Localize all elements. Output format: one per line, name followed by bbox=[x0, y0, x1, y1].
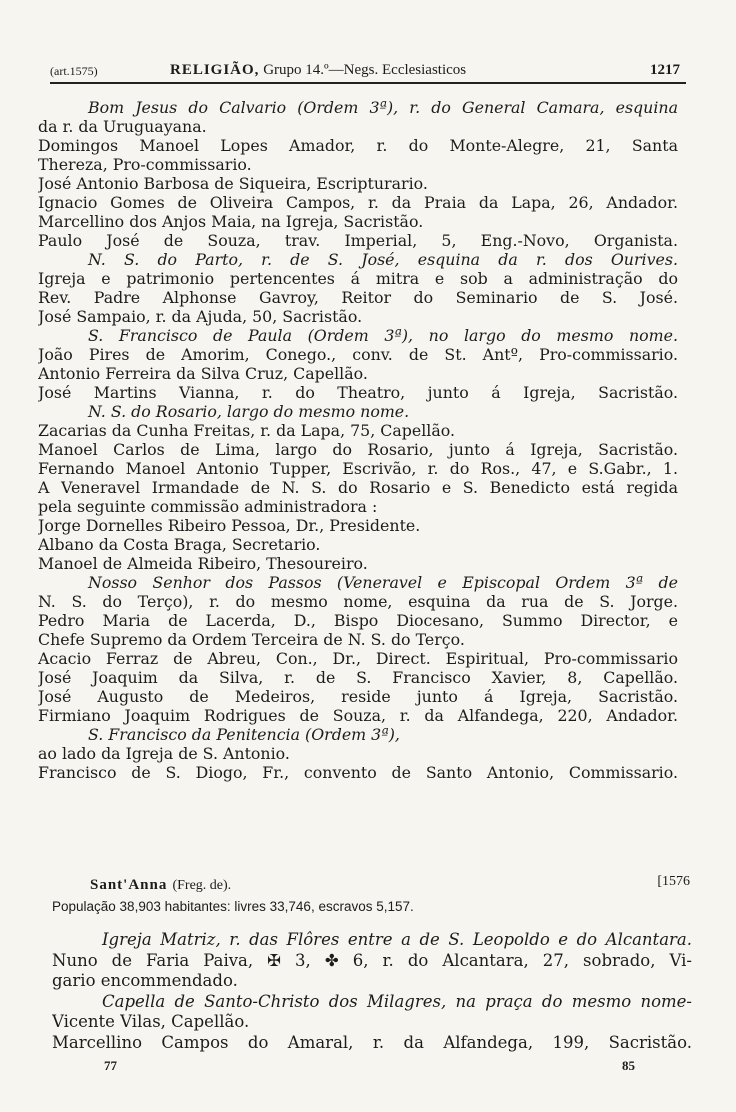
text-line: José Joaquim da Silva, r. de S. Francisco Xavier, 8, Capellão. bbox=[38, 668, 678, 687]
section-number: [1576 bbox=[657, 874, 690, 889]
entry-heading: N. S. do Parto, r. de S. José, esquina da r. dos Ourives. bbox=[88, 250, 678, 269]
footer-signature-right: 85 bbox=[622, 1058, 635, 1073]
text-line: João Pires de Amorim, Conego., conv. de St. Antº, Pro-commissario. bbox=[38, 345, 678, 364]
article-reference: (art.1575) bbox=[50, 64, 98, 78]
text-line: Jorge Dornelles Ribeiro Pessoa, Dr., Presidente. bbox=[38, 516, 421, 535]
section-heading bbox=[90, 874, 690, 894]
text-line: Igreja e patrimonio pertencentes á mitra e sob a administração do bbox=[38, 269, 678, 288]
entry-heading: S. Francisco de Paula (Ordem 3ª), no largo do mesmo nome. bbox=[88, 326, 678, 345]
text-line: Vicente Vilas, Capellão. bbox=[52, 1012, 250, 1031]
page-number: 1217 bbox=[650, 62, 680, 78]
text-line: Manoel Carlos de Lima, largo do Rosario, junto á Igreja, Sacristão. bbox=[38, 440, 678, 459]
santanna-entries bbox=[52, 930, 692, 1053]
entry-heading: Capella de Santo-Christo dos Milagres, na praça do mesmo nome- bbox=[102, 991, 692, 1011]
text-line: Francisco de S. Diogo, Fr., convento de Santo Antonio, Commissario. bbox=[38, 763, 678, 782]
text-line: Zacarias da Cunha Freitas, r. da Lapa, 75, Capellão. bbox=[38, 421, 456, 440]
entry-heading: Nosso Senhor dos Passos (Veneravel e Episcopal Ordem 3ª de bbox=[88, 573, 678, 592]
text-line: José Antonio Barbosa de Siqueira, Escripturario. bbox=[38, 174, 428, 193]
text-line: Fernando Manoel Antonio Tupper, Escrivão, r. do Ros., 47, e S.Gabr., 1. bbox=[38, 459, 678, 478]
text-line: Antonio Ferreira da Silva Cruz, Capellão. bbox=[38, 364, 368, 383]
text-line: Marcellino Campos do Amaral, r. da Alfandega, 199, Sacristão. bbox=[52, 1032, 692, 1052]
text-line: Albano da Costa Braga, Secretario. bbox=[38, 535, 321, 554]
text-line: Ignacio Gomes de Oliveira Campos, r. da Praia da Lapa, 26, Andador. bbox=[38, 193, 678, 212]
text-line: pela seguinte commissão administradora : bbox=[38, 497, 378, 516]
text-line: A Veneravel Irmandade de N. S. do Rosario e S. Benedicto está regida bbox=[38, 478, 678, 497]
section-title: Sant'Anna bbox=[90, 877, 168, 893]
text-line: Marcellino dos Anjos Maia, na Igreja, Sacristão. bbox=[38, 212, 424, 231]
text-line: Domingos Manoel Lopes Amador, r. do Monte-Alegre, 21, Santa bbox=[38, 136, 678, 155]
text-line: Rev. Padre Alphonse Gavroy, Reitor do Seminario de S. José. bbox=[38, 288, 678, 307]
text-line: José Martins Vianna, r. do Theatro, junto á Igreja, Sacristão. bbox=[38, 383, 678, 402]
running-title bbox=[170, 62, 466, 79]
population-line: População 38,903 habitantes: livres 33,746, escravos 5,157. bbox=[52, 899, 414, 914]
running-title-rest: Grupo 14.º—Negs. Ecclesiasticos bbox=[263, 62, 467, 78]
entry-heading: N. S. do Rosario, largo do mesmo nome. bbox=[88, 402, 410, 421]
text-line: da r. da Uruguayana. bbox=[38, 117, 207, 136]
text-line: ao lado da Igreja de S. Antonio. bbox=[38, 744, 290, 763]
text-line: N. S. do Terço), r. do mesmo nome, esquina da rua de S. Jorge. bbox=[38, 592, 678, 611]
text-line: Acacio Ferraz de Abreu, Con., Dr., Direct. Espiritual, Pro-commissario bbox=[38, 649, 678, 668]
entries-block bbox=[38, 98, 678, 782]
running-title-bold: RELIGIÃO, bbox=[170, 62, 260, 78]
entry-heading: S. Francisco da Penitencia (Ordem 3ª), bbox=[88, 725, 400, 744]
entry-heading: Igreja Matriz, r. das Flôres entre a de S. Leopoldo e do Alcantara. bbox=[102, 930, 692, 949]
text-line: Chefe Supremo da Ordem Terceira de N. S. do Terço. bbox=[38, 630, 465, 649]
text-line: Pedro Maria de Lacerda, D., Bispo Diocesano, Summo Director, e bbox=[38, 611, 678, 630]
footer-signature-left: 77 bbox=[104, 1058, 117, 1073]
text-line: José Augusto de Medeiros, reside junto á Igreja, Sacristão. bbox=[38, 687, 678, 706]
text-line: gario encommendado. bbox=[52, 971, 238, 990]
text-line: José Sampaio, r. da Ajuda, 50, Sacristão. bbox=[38, 307, 363, 326]
text-line: Firmiano Joaquim Rodrigues de Souza, r. da Alfandega, 220, Andador. bbox=[38, 706, 678, 725]
text-line: Thereza, Pro-commissario. bbox=[38, 155, 252, 174]
page-header bbox=[50, 62, 686, 84]
section-freg: (Freg. de). bbox=[172, 878, 232, 893]
text-line: Nuno de Faria Paiva, ✠ 3, ✤ 6, r. do Alcantara, 27, sobrado, Vi- bbox=[52, 950, 692, 970]
text-line: Manoel de Almeida Ribeiro, Thesoureiro. bbox=[38, 554, 368, 573]
entry-heading: Bom Jesus do Calvario (Ordem 3ª), r. do General Camara, esquina bbox=[88, 98, 678, 117]
text-line: Paulo José de Souza, trav. Imperial, 5, Eng.-Novo, Organista. bbox=[38, 231, 678, 250]
